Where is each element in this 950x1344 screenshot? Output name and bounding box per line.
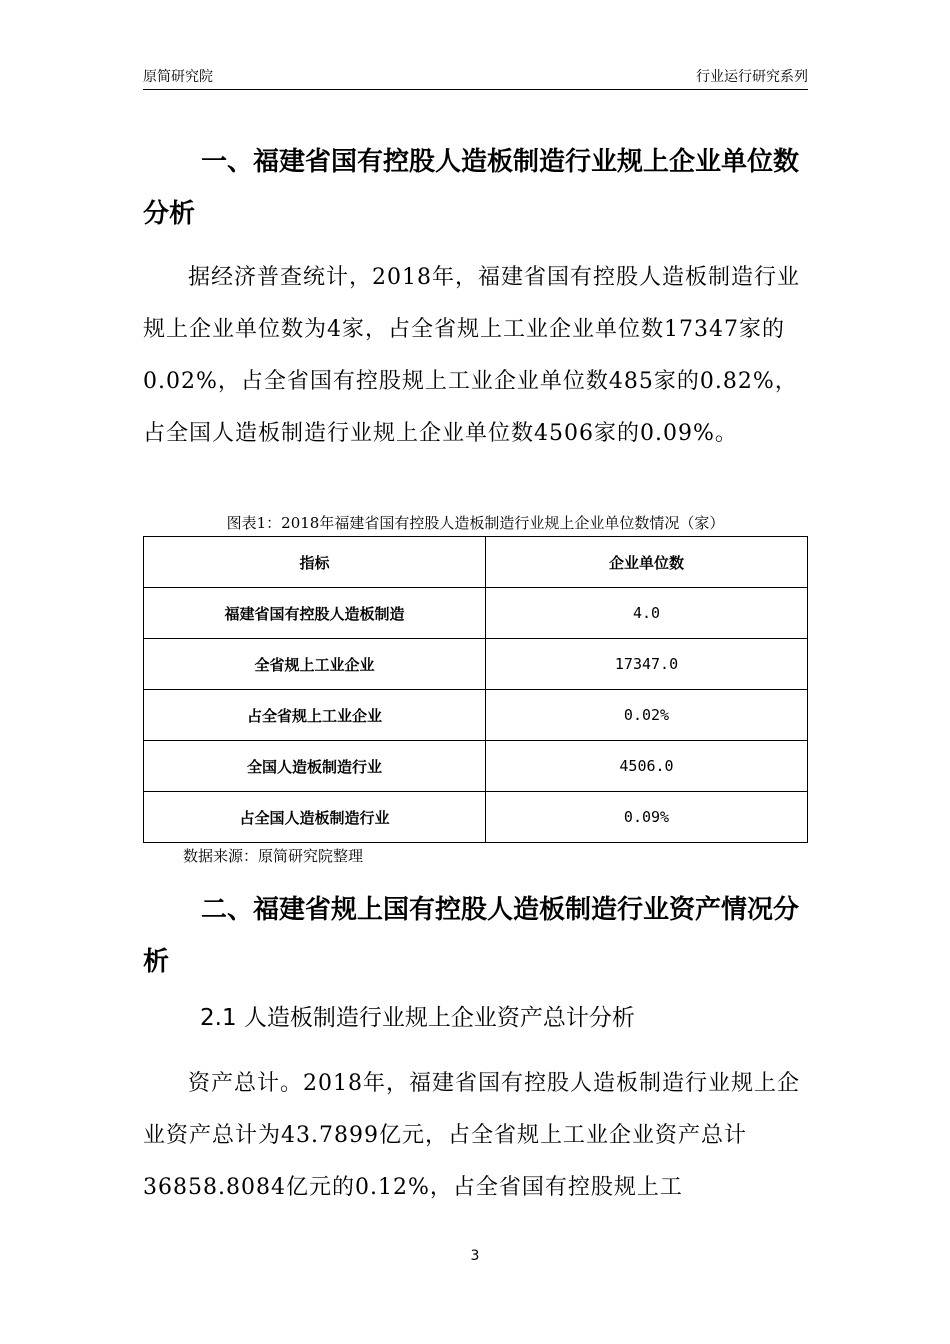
table-row-value: 17347.0 [486, 639, 808, 690]
table-row-label: 福建省国有控股人造板制造 [144, 588, 486, 639]
table-row [144, 639, 808, 690]
section2-heading: 二、福建省规上国有控股人造板制造行业资产情况分析 [143, 895, 800, 977]
page-number: 3 [470, 1248, 480, 1264]
page-header-right: 行业运行研究系列 [696, 69, 808, 85]
table-row [144, 792, 808, 843]
table-row-label: 占全省规上工业企业 [144, 690, 486, 741]
section2-paragraph: 资产总计。2018年，福建省国有控股人造板制造行业规上企业资产总计为43.7899亿元，占全省规上工业企业资产总计36858.8084亿元的0.12%，占全省国有控股规上工 [143, 1071, 800, 1200]
table-row-label: 占全国人造板制造行业 [144, 792, 486, 843]
table-header-indicator: 指标 [144, 537, 486, 588]
table-row-value: 4506.0 [486, 741, 808, 792]
table-row [144, 690, 808, 741]
table-row [144, 741, 808, 792]
table-row [144, 588, 808, 639]
section1-paragraph: 据经济普查统计，2018年，福建省国有控股人造板制造行业规上企业单位数为4家，占全省规上工业企业单位数17347家的0.02%，占全省国有控股规上工业企业单位数485家的0.82%，占全国人造板制造行业规上企业单位数4506家的0.09%。 [143, 265, 800, 446]
table1-source-note: 数据来源：原简研究院整理 [183, 847, 364, 865]
page-header-left: 原简研究院 [143, 69, 213, 85]
table-row-label: 全省规上工业企业 [144, 639, 486, 690]
units-table [143, 536, 808, 843]
section1-heading: 一、福建省国有控股人造板制造行业规上企业单位数分析 [143, 147, 800, 229]
table-row-value: 0.09% [486, 792, 808, 843]
table-header-units: 企业单位数 [486, 537, 808, 588]
table-row-label: 全国人造板制造行业 [144, 741, 486, 792]
table-row-value: 0.02% [486, 690, 808, 741]
table1-caption: 图表1：2018年福建省国有控股人造板制造行业规上企业单位数情况（家） [226, 514, 725, 532]
subsection-2-1-heading: 2.1 人造板制造行业规上企业资产总计分析 [200, 1005, 635, 1031]
header-divider [143, 89, 808, 90]
table-header-row [144, 537, 808, 588]
table-row-value: 4.0 [486, 588, 808, 639]
